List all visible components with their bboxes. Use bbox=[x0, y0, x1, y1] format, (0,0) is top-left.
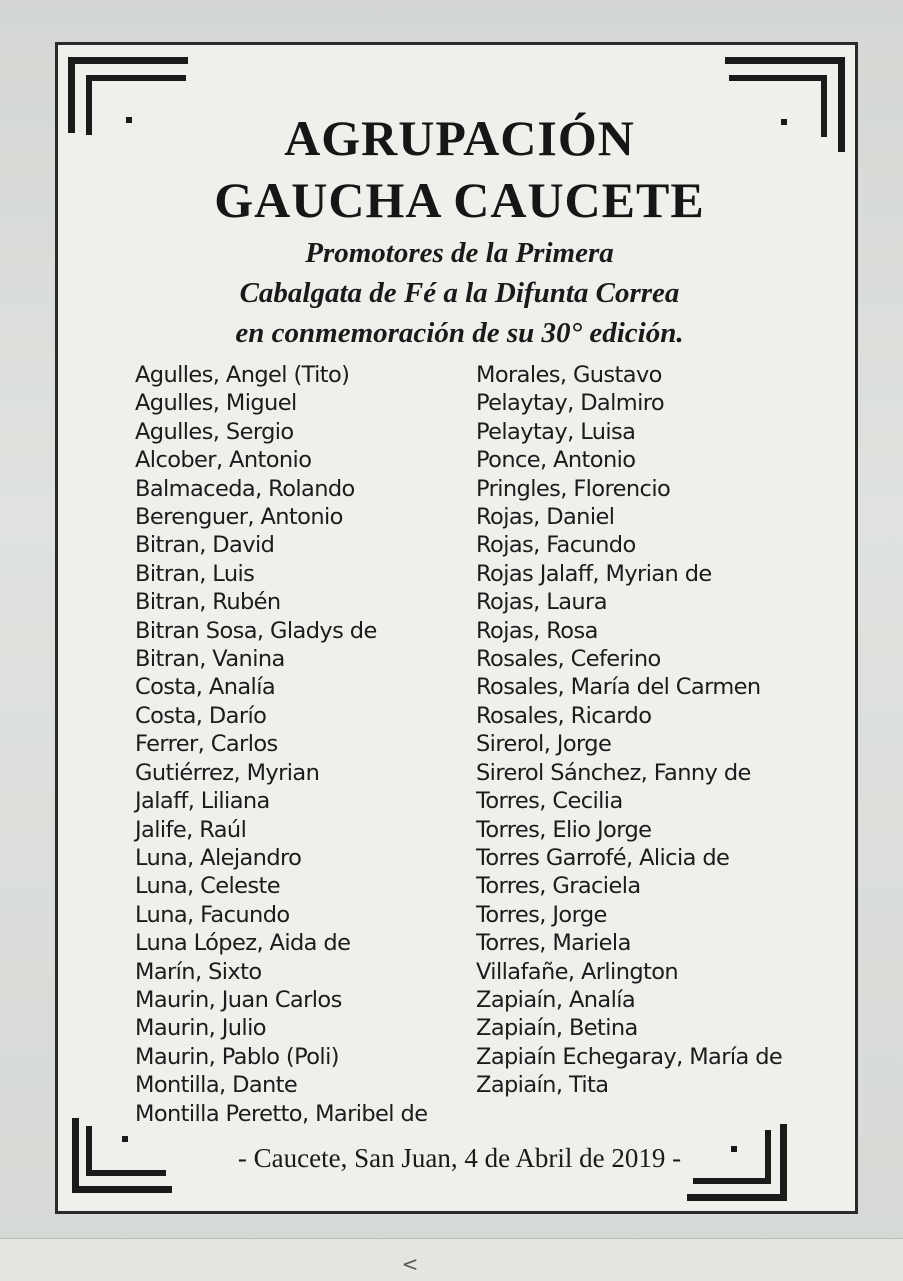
list-item: Pelaytay, Dalmiro bbox=[476, 390, 665, 417]
list-item: Luna López, Aida de bbox=[135, 930, 351, 957]
list-item: Rosales, María del Carmen bbox=[476, 674, 761, 701]
list-item: Rojas, Daniel bbox=[476, 504, 615, 531]
list-item: Maurin, Juan Carlos bbox=[135, 986, 342, 1013]
list-item: Jalaff, Liliana bbox=[135, 788, 270, 815]
list-item: Gutiérrez, Myrian bbox=[135, 759, 320, 786]
list-item: Pelaytay, Luisa bbox=[476, 418, 636, 445]
subtitle-line-3: en conmemoración de su 30° edición. bbox=[235, 317, 684, 349]
list-item: Bitran, Rubén bbox=[135, 589, 281, 616]
list-item: Alcober, Antonio bbox=[135, 447, 312, 474]
list-item: Montilla Peretto, Maribel de bbox=[135, 1100, 428, 1127]
list-item: Bitran, Vanina bbox=[135, 646, 285, 673]
list-item: Zapiaín, Analía bbox=[476, 986, 636, 1013]
list-item: Luna, Celeste bbox=[135, 873, 280, 900]
list-item: Rojas, Laura bbox=[476, 589, 607, 616]
list-item: Morales, Gustavo bbox=[476, 362, 662, 388]
list-item: Zapiaín Echegaray, María de bbox=[476, 1043, 783, 1070]
list-item: Torres, Elio Jorge bbox=[476, 816, 652, 843]
list-item: Sirerol Sánchez, Fanny de bbox=[476, 759, 751, 786]
list-item: Jalife, Raúl bbox=[135, 816, 247, 843]
list-item: Torres, Mariela bbox=[476, 930, 631, 957]
list-item: Bitran, David bbox=[135, 532, 275, 559]
list-item: Maurin, Julio bbox=[135, 1015, 266, 1042]
subtitle-line-1: Promotores de la Primera bbox=[305, 237, 614, 269]
list-item: Bitran, Luis bbox=[135, 560, 255, 587]
list-item: Berenguer, Antonio bbox=[135, 504, 343, 531]
list-item: Rosales, Ceferino bbox=[476, 646, 661, 673]
chevron-left-icon[interactable]: < bbox=[401, 1252, 419, 1276]
list-item: Torres, Graciela bbox=[476, 873, 641, 900]
list-item: Pringles, Florencio bbox=[476, 475, 671, 502]
list-item: Torres Garrofé, Alicia de bbox=[476, 844, 730, 871]
list-item: Rojas, Facundo bbox=[476, 532, 636, 559]
list-item: Agulles, Angel (Tito) bbox=[135, 362, 350, 388]
list-item: Balmaceda, Rolando bbox=[135, 475, 355, 502]
list-item: Maurin, Pablo (Poli) bbox=[135, 1043, 339, 1070]
list-item: Zapiaín, Betina bbox=[476, 1015, 638, 1042]
list-item: Zapiaín, Tita bbox=[476, 1072, 609, 1099]
list-item: Agulles, Sergio bbox=[135, 418, 294, 445]
list-item: Torres, Cecilia bbox=[476, 788, 623, 815]
list-item: Ferrer, Carlos bbox=[135, 731, 278, 758]
list-item: Costa, Analía bbox=[135, 674, 276, 701]
list-item: Costa, Darío bbox=[135, 702, 267, 729]
list-item: Luna, Alejandro bbox=[135, 844, 302, 871]
list-item: Rojas, Rosa bbox=[476, 617, 598, 644]
list-item: Rosales, Ricardo bbox=[476, 702, 652, 729]
list-item: Rojas Jalaff, Myrian de bbox=[476, 560, 712, 587]
title-line-1: AGRUPACIÓN bbox=[284, 110, 635, 166]
viewer-bottom-bar bbox=[0, 1238, 903, 1281]
list-item: Agulles, Miguel bbox=[135, 390, 297, 417]
list-item: Villafañe, Arlington bbox=[476, 958, 679, 985]
title-line-2: GAUCHA CAUCETE bbox=[214, 172, 705, 228]
names-list-right bbox=[476, 361, 782, 1100]
list-item: Montilla, Dante bbox=[135, 1072, 298, 1099]
obituary-notice bbox=[55, 42, 858, 1214]
list-item: Marín, Sixto bbox=[135, 958, 262, 985]
list-item: Luna, Facundo bbox=[135, 901, 290, 928]
list-item: Sirerol, Jorge bbox=[476, 731, 612, 758]
subtitle-line-2: Cabalgata de Fé a la Difunta Correa bbox=[239, 277, 680, 309]
footer-place-date: - Caucete, San Juan, 4 de Abril de 2019 - bbox=[237, 1143, 682, 1173]
list-item: Ponce, Antonio bbox=[476, 447, 636, 474]
names-list-left bbox=[135, 361, 427, 1128]
list-item: Bitran Sosa, Gladys de bbox=[135, 617, 377, 644]
list-item: Torres, Jorge bbox=[476, 901, 607, 928]
